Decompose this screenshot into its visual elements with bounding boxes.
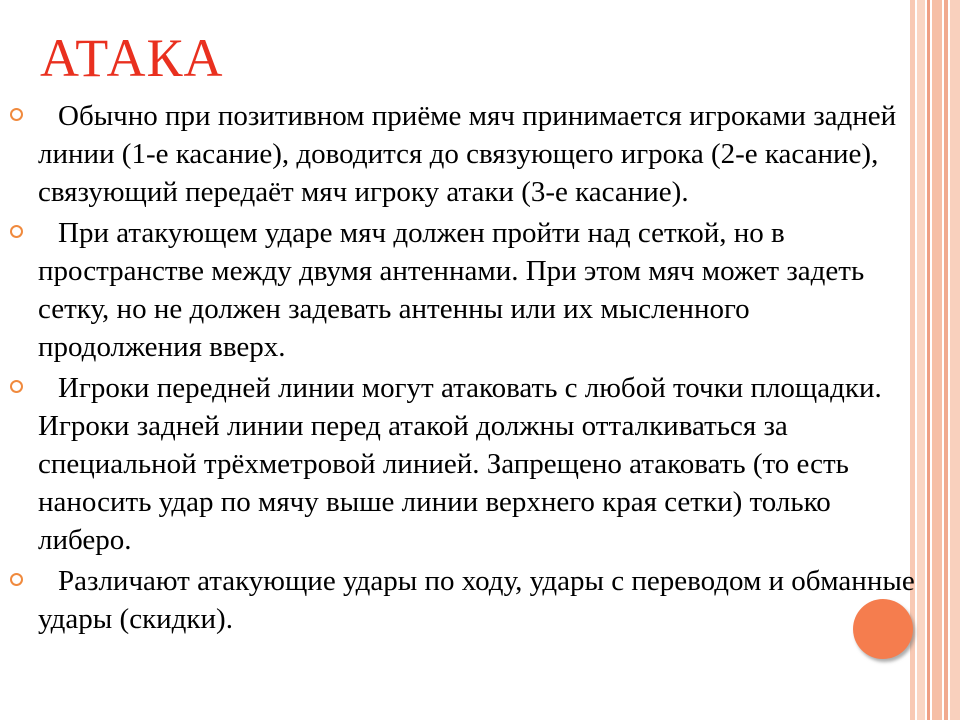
bullet-text: Игроки передней линии могут атаковать с любой точки площадки. Игроки задней линии перед атакой должны отталкиваться за специальной трёхметровой линией. Запрещено атаковать (то есть наносить удар по мячу выше линии верхнего края сетки) только либеро. (38, 372, 882, 556)
hollow-circle-bullet-icon (10, 573, 23, 586)
orange-circle-decoration (853, 599, 913, 659)
bullet-item (0, 97, 920, 211)
hollow-circle-bullet-icon (10, 380, 23, 393)
stripe (944, 0, 948, 720)
bullet-text: При атакующем ударе мяч должен пройти над сеткой, но в пространстве между двумя антеннами. При этом мяч может задеть сетку, но не должен задевать антенны или их мысленного продолжения вверх. (38, 217, 865, 363)
stripe (932, 0, 942, 720)
stripe (950, 0, 960, 720)
bullet-list (0, 97, 920, 641)
hollow-circle-bullet-icon (10, 108, 23, 121)
bullet-item (0, 369, 920, 559)
bullet-item (0, 562, 920, 638)
bullet-text: Различают атакующие удары по ходу, удары с переводом и обманные удары (скидки). (38, 565, 915, 635)
slide-title: АТАКА (40, 28, 224, 88)
hollow-circle-bullet-icon (10, 225, 23, 238)
bullet-text: Обычно при позитивном приёме мяч принимается игроками задней линии (1-е касание), доводится до связующего игрока (2-е касание), связующий передаёт мяч игроку атаки (3-е касание). (38, 100, 897, 208)
stripe (927, 0, 930, 720)
bullet-item (0, 214, 920, 366)
